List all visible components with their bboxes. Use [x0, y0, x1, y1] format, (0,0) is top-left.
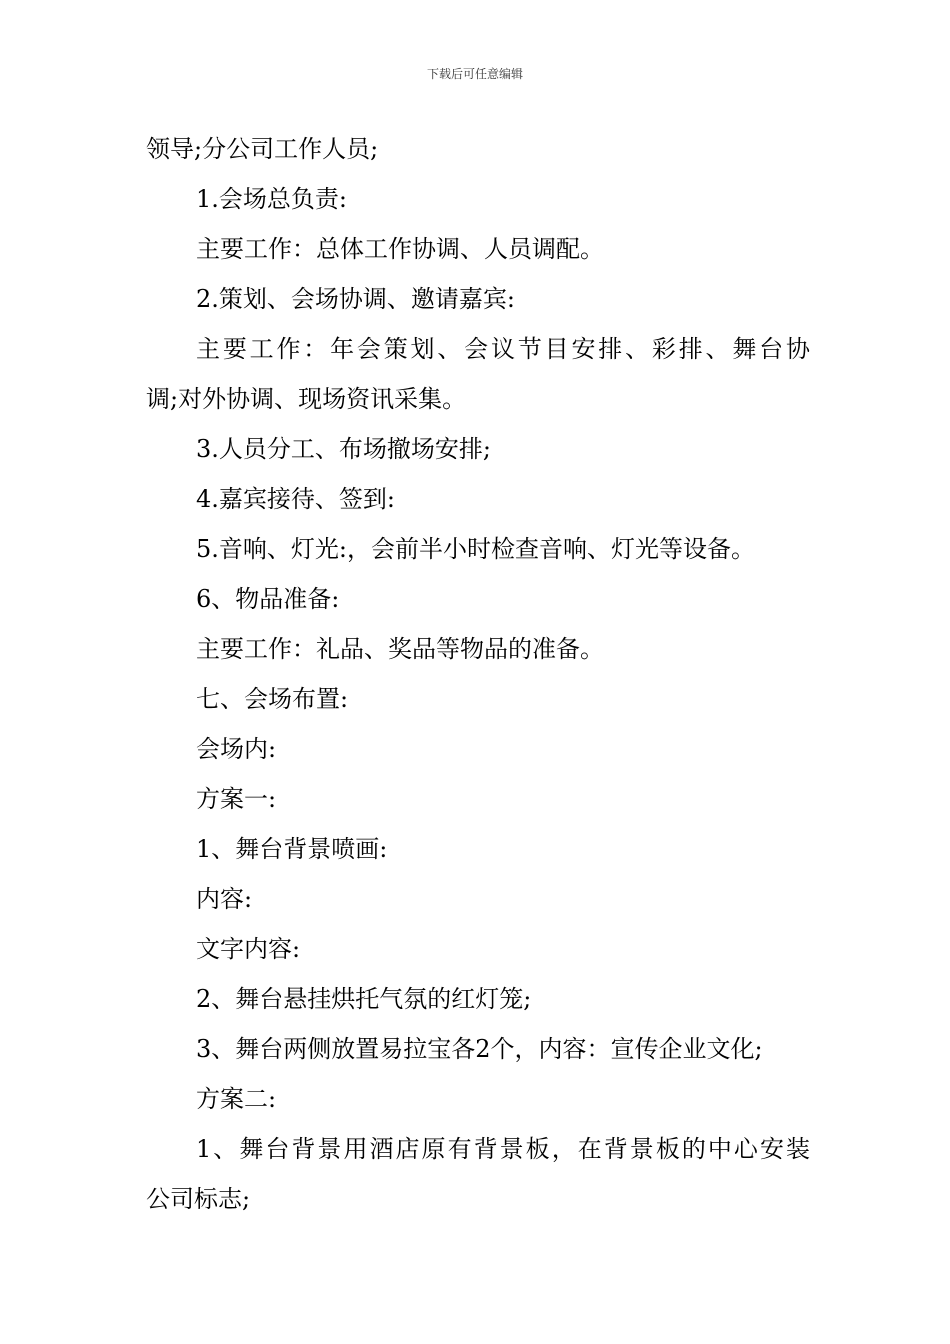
paragraph-line: 主要工作：礼品、奖品等物品的准备。 — [196, 635, 604, 663]
paragraph-line: 公司标志; — [146, 1185, 251, 1213]
paragraph-line: 1、舞台背景喷画: — [196, 835, 388, 863]
paragraph-line: 2、舞台悬挂烘托气氛的红灯笼; — [196, 985, 532, 1013]
paragraph-line: 2.策划、会场协调、邀请嘉宾: — [196, 285, 515, 313]
paragraph-line: 3、舞台两侧放置易拉宝各2个，内容：宣传企业文化; — [196, 1035, 763, 1063]
paragraph-line: 1、舞台背景用酒店原有背景板，在背景板的中心安装 — [196, 1135, 810, 1163]
paragraph-line: 七、会场布置: — [196, 685, 349, 713]
page-header: 下载后可任意编辑 — [426, 67, 523, 81]
paragraph-line: 方案一: — [196, 785, 277, 813]
paragraph-line: 主要工作：年会策划、会议节目安排、彩排、舞台协 — [196, 335, 810, 363]
paragraph-line: 方案二: — [196, 1085, 277, 1113]
paragraph-line: 内容: — [196, 885, 253, 913]
paragraph-line: 3.人员分工、布场撤场安排; — [196, 435, 491, 463]
paragraph-line: 领导;分公司工作人员; — [146, 135, 379, 163]
paragraph-line: 4.嘉宾接待、签到: — [196, 485, 395, 513]
paragraph-line: 会场内: — [196, 735, 277, 763]
paragraph-line: 5.音响、灯光:，会前半小时检查音响、灯光等设备。 — [196, 535, 755, 563]
paragraph-line: 文字内容: — [196, 935, 301, 963]
paragraph-line: 6、物品准备: — [196, 585, 340, 613]
paragraph-line: 1.会场总负责: — [196, 185, 347, 213]
document-body — [146, 124, 810, 1224]
paragraph-line: 主要工作：总体工作协调、人员调配。 — [196, 235, 604, 263]
paragraph-line: 调;对外协调、现场资讯采集。 — [146, 385, 467, 413]
